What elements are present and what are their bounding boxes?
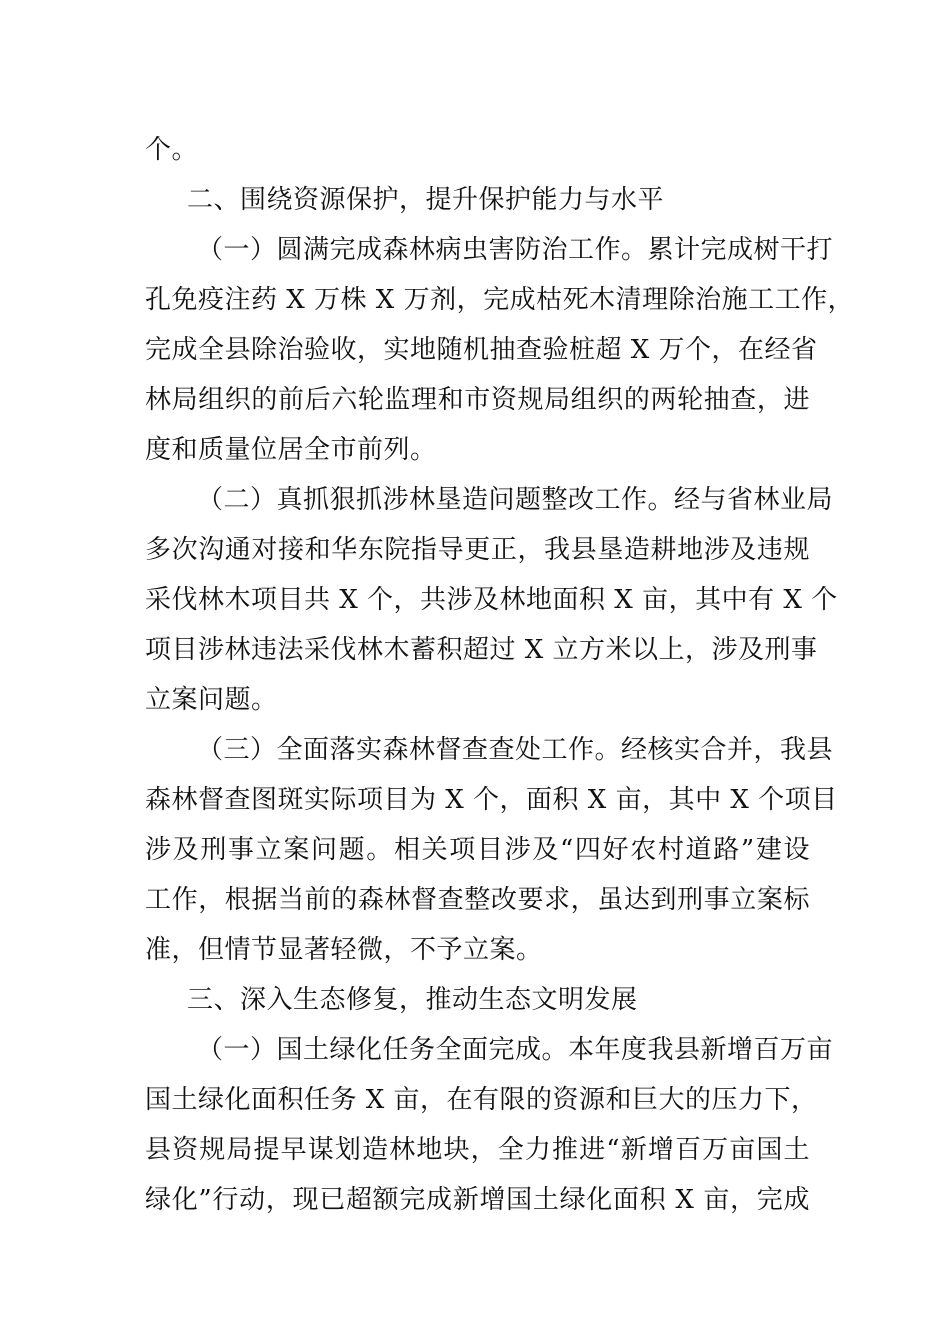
text-line: 多次沟通对接和华东院指导更正，我县垦造耕地涉及违规 xyxy=(145,535,810,565)
text-line: 度和质量位居全市前列。 xyxy=(145,435,437,465)
text-line: 准，但情节显著轻微，不予立案。 xyxy=(145,935,543,965)
text-line: 国土绿化面积任务 X 亩，在有限的资源和巨大的压力下， xyxy=(145,1085,818,1115)
text-line: （一）国土绿化任务全面完成。本年度我县新增百万亩 xyxy=(197,1035,834,1065)
text-line: （一）圆满完成森林病虫害防治工作。累计完成树干打 xyxy=(197,235,834,265)
text-line: 采伐林木项目共 X 个，共涉及林地面积 X 亩，其中有 X 个 xyxy=(145,585,838,615)
section-heading: 三、深入生态修复，推动生态文明发展 xyxy=(187,985,638,1015)
section-heading: 二、围绕资源保护，提升保护能力与水平 xyxy=(187,185,665,215)
text-line: 立案问题。 xyxy=(145,685,278,715)
text-line: 县资规局提早谋划造林地块，全力推进“新增百万亩国土 xyxy=(145,1135,810,1165)
text-line: 森林督查图斑实际项目为 X 个，面积 X 亩，其中 X 个项目 xyxy=(145,785,838,815)
text-line: 孔免疫注药 X 万株 X 万剂，完成枯死木清理除治施工工作， xyxy=(145,285,855,315)
text-line: 绿化”行动，现已超额完成新增国土绿化面积 X 亩，完成 xyxy=(145,1185,810,1215)
text-line: 完成全县除治验收，实地随机抽查验桩超 X 万个，在经省 xyxy=(145,335,818,365)
text-line: 林局组织的前后六轮监理和市资规局组织的两轮抽查，进 xyxy=(145,385,810,415)
text-line: （三）全面落实森林督查查处工作。经核实合并，我县 xyxy=(197,735,834,765)
text-line: 工作，根据当前的森林督查整改要求，虽达到刑事立案标 xyxy=(145,885,810,915)
text-line: 个。 xyxy=(145,135,199,165)
text-line: 项目涉林违法采伐林木蓄积超过 X 立方米以上，涉及刑事 xyxy=(145,635,818,665)
text-line: （二）真抓狠抓涉林垦造问题整改工作。经与省林业局 xyxy=(197,485,834,515)
text-line: 涉及刑事立案问题。相关项目涉及“四好农村道路”建设 xyxy=(145,835,810,865)
